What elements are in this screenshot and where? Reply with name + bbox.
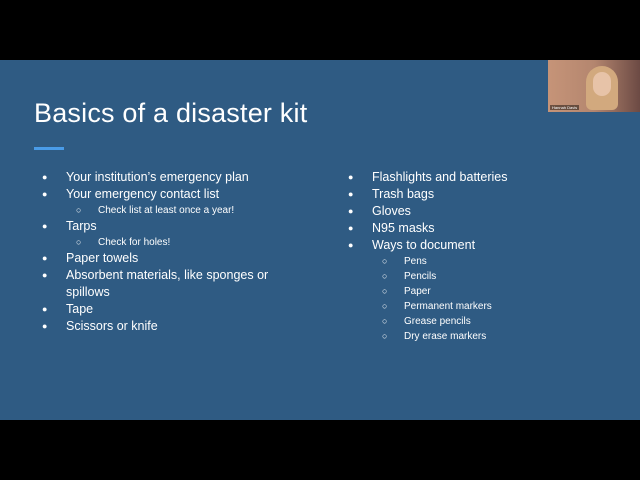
bullet-icon: ●: [348, 206, 354, 216]
bullet-item: [40, 169, 300, 186]
bullet-text: Absorbent materials, like sponges or spillows: [66, 268, 269, 299]
sub-bullet-text: Check for holes!: [98, 237, 171, 248]
bullet-item: [40, 318, 300, 335]
sub-bullet-icon: ○: [76, 205, 82, 215]
bullet-icon: ●: [42, 253, 48, 263]
bullet-icon: ●: [348, 189, 354, 199]
sub-bullet-item: [372, 254, 596, 269]
sub-bullet-text: Grease pencils: [404, 316, 471, 327]
bullet-icon: ●: [348, 223, 354, 233]
sub-bullet-item: [372, 284, 596, 299]
bullet-item: [40, 250, 300, 267]
sub-bullet-item: [372, 299, 596, 314]
sub-bullet-text: Check list at least once a year!: [98, 205, 235, 216]
bullet-item: [346, 237, 596, 344]
bullet-item: [346, 169, 596, 186]
bullet-text: Gloves: [372, 204, 411, 218]
bullet-icon: ●: [348, 172, 354, 182]
participant-face: [593, 72, 611, 96]
participant-video-tile[interactable]: [548, 60, 640, 112]
sub-bullet-item: [66, 203, 300, 218]
bullet-item: [346, 220, 596, 237]
sub-bullet-item: [372, 314, 596, 329]
bullet-item: [40, 301, 300, 318]
bullet-icon: ●: [42, 189, 48, 199]
sub-bullet-icon: ○: [382, 286, 388, 296]
bullet-item: [40, 267, 300, 301]
bullet-item: [40, 218, 300, 250]
sub-bullet-icon: ○: [382, 256, 388, 266]
sub-bullet-item: [372, 269, 596, 284]
participant-name-tag: Hannah Davis: [552, 105, 578, 110]
sub-bullet-list: [66, 203, 300, 218]
sub-bullet-item: [66, 235, 300, 250]
bullet-text: Scissors or knife: [66, 319, 158, 333]
bullet-text: Paper towels: [66, 251, 139, 265]
shared-slide: [0, 60, 640, 420]
title-underline: [34, 147, 64, 150]
left-bullet-list: [40, 169, 300, 335]
sub-bullet-list: [372, 254, 596, 344]
sub-bullet-icon: ○: [382, 331, 388, 341]
sub-bullet-text: Permanent markers: [404, 301, 492, 312]
bullet-text: Flashlights and batteries: [372, 170, 508, 184]
sub-bullet-item: [372, 329, 596, 344]
bullet-icon: ●: [42, 321, 48, 331]
bullet-icon: ●: [42, 304, 48, 314]
sub-bullet-text: Pencils: [404, 271, 437, 282]
bullet-icon: ●: [42, 221, 48, 231]
bullet-icon: ●: [42, 172, 48, 182]
bullet-item: [346, 186, 596, 203]
bullet-text: Trash bags: [372, 187, 435, 201]
bullet-item: [346, 203, 596, 220]
sub-bullet-text: Dry erase markers: [404, 331, 487, 342]
bullet-text: Tarps: [66, 219, 97, 233]
bullet-text: Ways to document: [372, 238, 476, 252]
sub-bullet-text: Paper: [404, 286, 431, 297]
sub-bullet-icon: ○: [76, 237, 82, 247]
sub-bullet-icon: ○: [382, 316, 388, 326]
sub-bullet-icon: ○: [382, 271, 388, 281]
sub-bullet-text: Pens: [404, 256, 427, 267]
bullet-text: Your institution’s emergency plan: [66, 170, 249, 184]
sub-bullet-icon: ○: [382, 301, 388, 311]
slide-title: Basics of a disaster kit: [34, 98, 308, 128]
bullet-icon: ●: [42, 270, 48, 280]
bullet-icon: ●: [348, 240, 354, 250]
right-bullet-list: [346, 169, 596, 344]
bullet-text: N95 masks: [372, 221, 435, 235]
bullet-text: Tape: [66, 302, 94, 316]
sub-bullet-list: [66, 235, 300, 250]
bullet-item: [40, 186, 300, 218]
bullet-text: Your emergency contact list: [66, 187, 220, 201]
